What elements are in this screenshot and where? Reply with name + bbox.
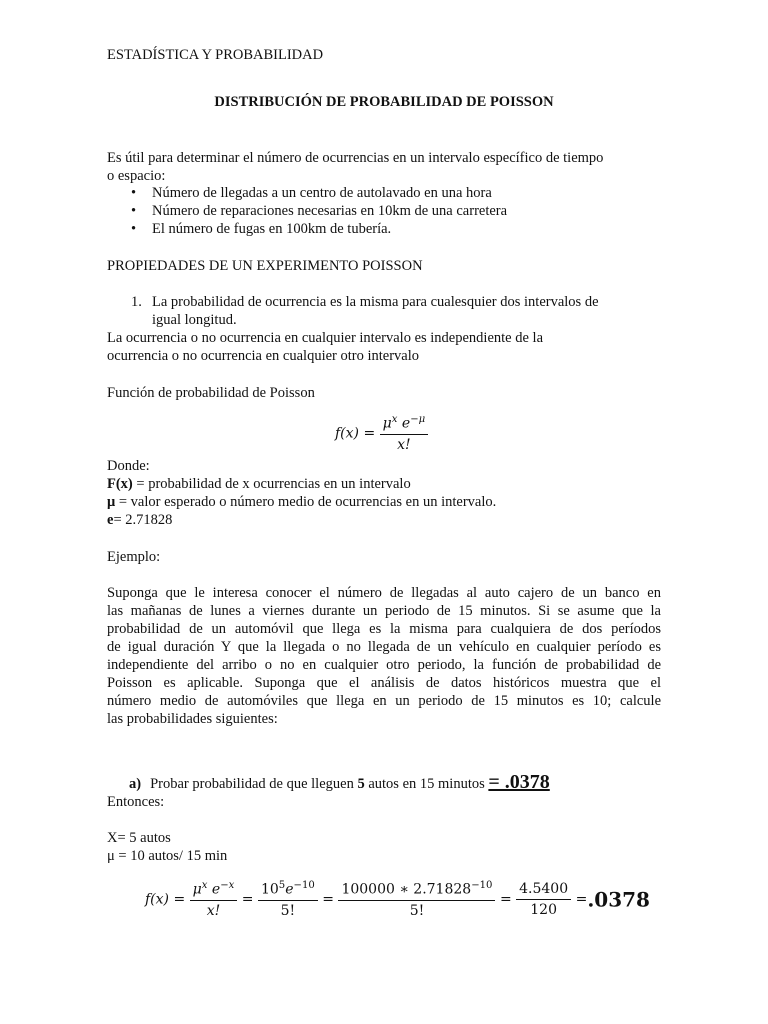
item-number: 1. [131, 294, 142, 310]
calc-fraction-general: $\frac{\mu^x e^{-x}}{x!}$ [190, 880, 238, 919]
bullet-icon: • [131, 185, 137, 201]
calc-fraction-substituted: $\frac{10^5e^{-10}}{5!}$ [258, 880, 318, 919]
list-item: • Número de llegadas a un centro de autolavado en una hora [131, 185, 492, 201]
definition-fx: F(x) = probabilidad de x ocurrencias en un intervalo [107, 476, 411, 492]
intro-line-2: o espacio: [107, 168, 166, 184]
property-item-1-cont: igual longitud. [152, 312, 237, 328]
properties-heading: PROPIEDADES DE UN EXPERIMENTO POISSON [107, 258, 423, 274]
calc-final-result: .0378 [587, 887, 650, 912]
function-heading: Función de probabilidad de Poisson [107, 385, 315, 401]
example-heading: Ejemplo: [107, 549, 161, 565]
independence-line-2: ocurrencia o no ocurrencia en cualquier otro intervalo [107, 348, 420, 364]
property-item-1: 1. La probabilidad de ocurrencia es la misma para cualesquier dos intervalos de [131, 294, 599, 310]
calc-fraction-expanded: $\frac{100000 ∗ 2.71828^{-10}}{5!}$ [338, 880, 495, 919]
definition-e: e= 2.71828 [107, 512, 173, 528]
calc-fraction-numeric: $\frac{4.5400}{120}$ [516, 881, 571, 918]
list-item: • Número de reparaciones necesarias en 10km de una carretera [131, 203, 508, 219]
formula-fraction: $\frac{\mu^x e^{-\mu}}{x!}$ [380, 414, 429, 453]
course-header: ESTADÍSTICA Y PROBABILIDAD [107, 47, 324, 63]
poisson-calculation: f(x) = $\frac{\mu^x e^{-x}}{x!}$ = $\frac{10^5e^{-10}}{5!}$ = $\frac{100000 ∗ 2.71828^{-10}}{5!}$ = $\frac{4.5400}{120}$ =.0378 [145, 880, 650, 919]
definition-mu: μ = valor esperado o número medio de ocurrencias en un intervalo. [107, 494, 497, 510]
question-a: a) Probar probabilidad de que lleguen 5 autos en 15 minutos = .0378 [129, 771, 550, 793]
independence-line-1: La ocurrencia o no ocurrencia en cualquier intervalo es independiente de la [107, 330, 543, 346]
poisson-formula: f(x) = $\frac{\mu^x e^{-\mu}}{x!}$ [335, 414, 428, 453]
entonces-label: Entonces: [107, 794, 165, 810]
bullet-icon: • [131, 221, 137, 237]
question-a-label: a) [129, 776, 142, 792]
given-mu: μ = 10 autos/ 15 min [107, 848, 228, 864]
intro-line-1: Es útil para determinar el número de ocurrencias en un intervalo específico de tiempo [107, 150, 604, 166]
page-title: DISTRIBUCIÓN DE PROBABILIDAD DE POISSON [214, 94, 554, 110]
donde-label: Donde: [107, 458, 150, 474]
list-item: • El número de fugas en 100km de tubería. [131, 221, 392, 237]
question-a-result: = .0378 [488, 771, 550, 793]
given-x: X= 5 autos [107, 830, 171, 846]
bullet-icon: • [131, 203, 137, 219]
